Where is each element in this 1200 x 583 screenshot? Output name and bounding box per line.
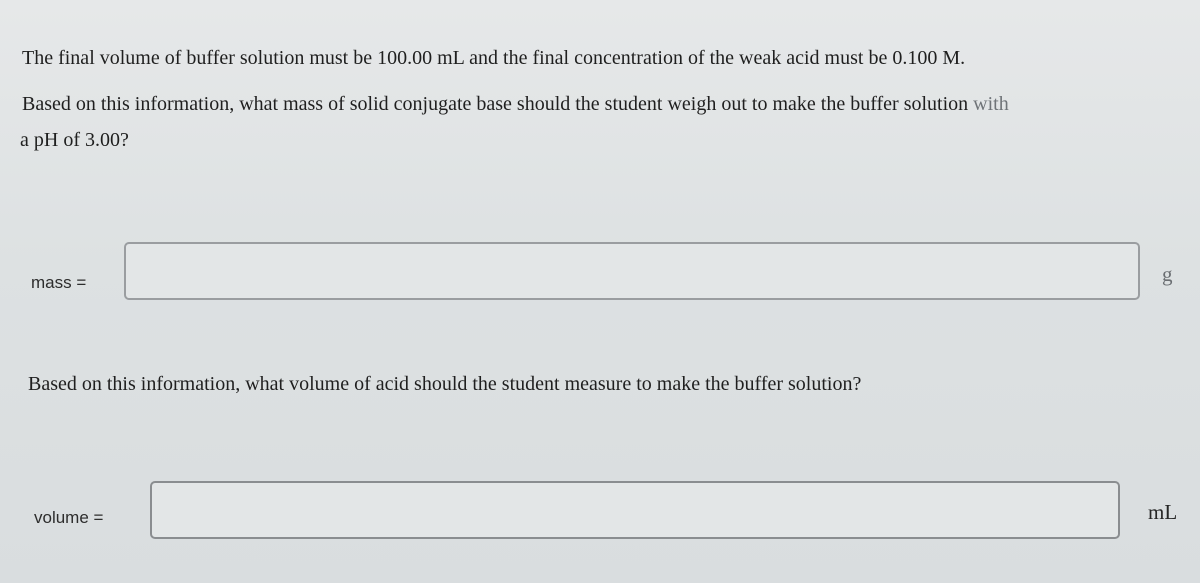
volume-input[interactable]	[150, 481, 1120, 539]
mass-label: mass =	[31, 273, 87, 292]
volume-unit: mL	[1148, 500, 1178, 524]
volume-label: volume =	[34, 508, 104, 527]
question-text-line-1	[22, 46, 965, 70]
question-text-line-3: a pH of 3.00?	[20, 129, 129, 151]
question-text-line-2-main: Based on this information, what mass of solid conjugate base should the student weigh out to make the buffer solution	[22, 93, 974, 115]
concentration-value: 0.100 M.	[892, 47, 966, 69]
mass-input[interactable]	[124, 242, 1140, 300]
mass-unit: g	[1162, 262, 1173, 286]
question-text-line-2	[22, 92, 1009, 116]
question-text-line-2-tail: with	[973, 93, 1009, 115]
volume-question-text: Based on this information, what volume of acid should the student measure to make the buffer solution?	[28, 373, 862, 395]
question-text-line-1-main: The final volume of buffer solution must be 100.00 mL and the final concentration of the weak acid must be	[22, 47, 893, 69]
